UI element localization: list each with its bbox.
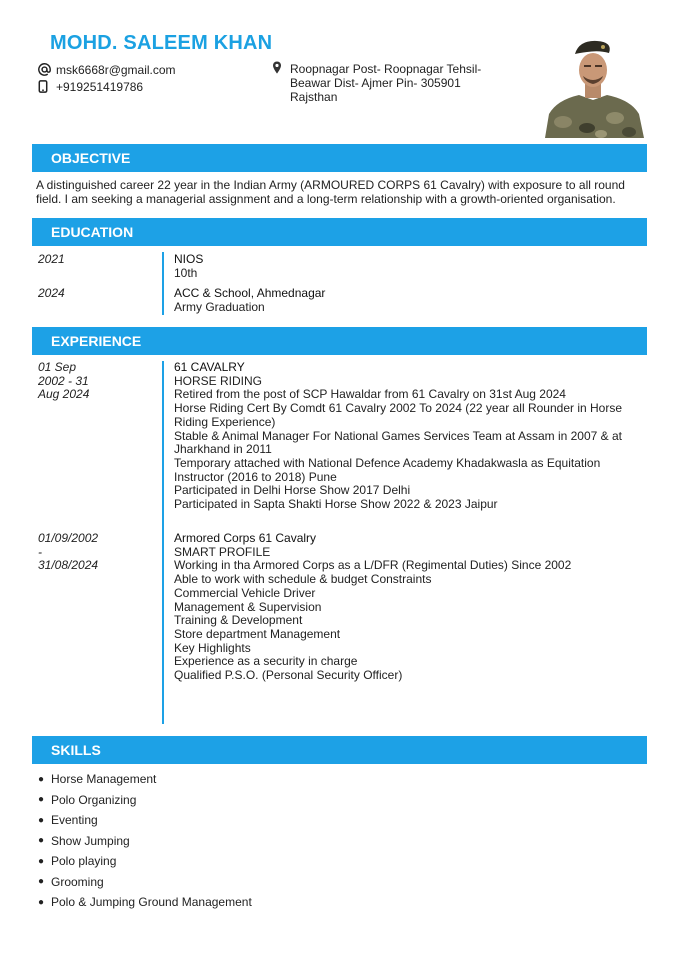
- skill-label: Grooming: [51, 874, 104, 889]
- address-text: Roopnagar Post- Roopnagar Tehsil- Beawar Dist- Ajmer Pin- 305901 Rajsthan: [290, 62, 482, 104]
- experience-line: Instructor (2016 to 2018) Pune: [174, 469, 337, 484]
- bullet-icon: ●: [38, 896, 45, 908]
- experience-line: Riding Experience): [174, 414, 276, 429]
- experience-title-1: 61 CAVALRY: [174, 360, 245, 374]
- skill-label: Horse Management: [51, 772, 157, 787]
- skill-label: Show Jumping: [51, 833, 130, 848]
- bullet-icon: ●: [38, 773, 45, 785]
- experience-date-1-line: Aug 2024: [38, 387, 90, 402]
- objective-heading: OBJECTIVE: [51, 150, 131, 166]
- skill-label: Polo & Jumping Ground Management: [51, 895, 252, 910]
- experience-heading-bar: [32, 327, 647, 355]
- experience-date-2-line: 31/08/2024: [38, 558, 99, 573]
- experience-line: Able to work with schedule & budget Constraints: [174, 572, 432, 587]
- experience-date-2: [38, 532, 148, 573]
- experience-line: SMART PROFILE: [174, 544, 271, 559]
- list-item: [38, 851, 252, 872]
- experience-line: Management & Supervision: [174, 599, 322, 614]
- experience-line: Participated in Delhi Horse Show 2017 Delhi: [174, 483, 411, 498]
- bullet-icon: ●: [38, 835, 45, 847]
- bullet-icon: ●: [38, 855, 45, 867]
- education-detail-1: 10th: [174, 265, 198, 280]
- education-heading-bar: [32, 218, 647, 246]
- experience-timeline-line: [162, 361, 164, 724]
- profile-photo: [543, 38, 644, 138]
- list-item: [38, 769, 252, 790]
- objective-text: A distinguished career 22 year in the Indian Army (ARMOURED CORPS 61 Cavalry) with exposure to all round field. I am seeking a managerial assignment and a long-term relationship with a growth-oriented organisation.: [36, 178, 625, 206]
- education-detail-2: Army Graduation: [174, 299, 265, 314]
- education-year-2: 2024: [38, 286, 65, 300]
- experience-line: Commercial Vehicle Driver: [174, 585, 316, 600]
- experience-line: Working in tha Armored Corps as a L/DFR (Regimental Duties) Since 2002: [174, 558, 572, 573]
- experience-line: Retired from the post of SCP Hawaldar from 61 Cavalry on 31st Aug 2024: [174, 387, 566, 402]
- experience-date-1-line: 01 Sep: [38, 360, 77, 374]
- experience-entry-2: [174, 532, 644, 683]
- skills-heading: SKILLS: [51, 742, 101, 758]
- experience-date-1: [38, 361, 148, 402]
- mobile-phone-icon: [38, 80, 56, 93]
- experience-entry-1: [174, 361, 644, 512]
- education-year-1: 2021: [38, 252, 65, 266]
- experience-line: Horse Riding Cert By Comdt 61 Cavalry 2002 To 2024 (22 year all Rounder in Horse: [174, 401, 623, 416]
- bullet-icon: ●: [38, 814, 45, 826]
- experience-line: Key Highlights: [174, 640, 251, 655]
- experience-date-2-line: 01/09/2002: [38, 531, 99, 545]
- resume-name: MOHD. SALEEM KHAN: [50, 32, 273, 54]
- skills-heading-bar: [32, 736, 647, 764]
- experience-date-1-line: 2002 - 31: [38, 373, 89, 388]
- skill-label: Eventing: [51, 813, 98, 828]
- list-item: [38, 790, 252, 811]
- experience-line: Participated in Sapta Shakti Horse Show 2022 & 2023 Jaipur: [174, 497, 498, 512]
- experience-line: HORSE RIDING: [174, 373, 263, 388]
- experience-line: Jharkhand in 2011: [174, 442, 272, 457]
- list-item: [38, 872, 252, 893]
- experience-line: Temporary attached with National Defence Academy Khadakwasla as Equitation: [174, 455, 601, 470]
- experience-date-2-line: -: [38, 544, 42, 559]
- skill-label: Polo Organizing: [51, 792, 137, 807]
- skill-label: Polo playing: [51, 854, 117, 869]
- objective-heading-bar: [32, 144, 647, 172]
- education-title-2: ACC & School, Ahmednagar: [174, 286, 326, 300]
- experience-line: Qualified P.S.O. (Personal Security Officer): [174, 668, 403, 683]
- location-pin-icon: [272, 61, 282, 77]
- contact-block: [38, 61, 176, 95]
- experience-title-2: Armored Corps 61 Cavalry: [174, 531, 317, 545]
- education-title-1: NIOS: [174, 252, 204, 266]
- experience-line: Stable & Animal Manager For National Games Services Team at Assam in 2007 & at: [174, 428, 622, 443]
- education-entry-1: [174, 253, 644, 280]
- at-icon: [38, 63, 56, 76]
- phone-row: [38, 78, 176, 95]
- skills-list: [38, 769, 252, 913]
- list-item: [38, 892, 252, 913]
- bullet-icon: ●: [38, 794, 45, 806]
- bullet-icon: ●: [38, 876, 45, 888]
- list-item: [38, 831, 252, 852]
- education-heading: EDUCATION: [51, 224, 134, 240]
- education-entry-2: [174, 287, 644, 314]
- list-item: [38, 810, 252, 831]
- email-row: [38, 61, 176, 78]
- experience-line: Training & Development: [174, 613, 303, 628]
- phone-text[interactable]: +919251419786: [56, 79, 144, 94]
- education-timeline-line: [162, 252, 164, 315]
- experience-line: Experience as a security in charge: [174, 654, 358, 669]
- experience-heading: EXPERIENCE: [51, 333, 142, 349]
- email-text[interactable]: msk6668r@gmail.com: [56, 62, 176, 77]
- experience-line: Store department Management: [174, 626, 341, 641]
